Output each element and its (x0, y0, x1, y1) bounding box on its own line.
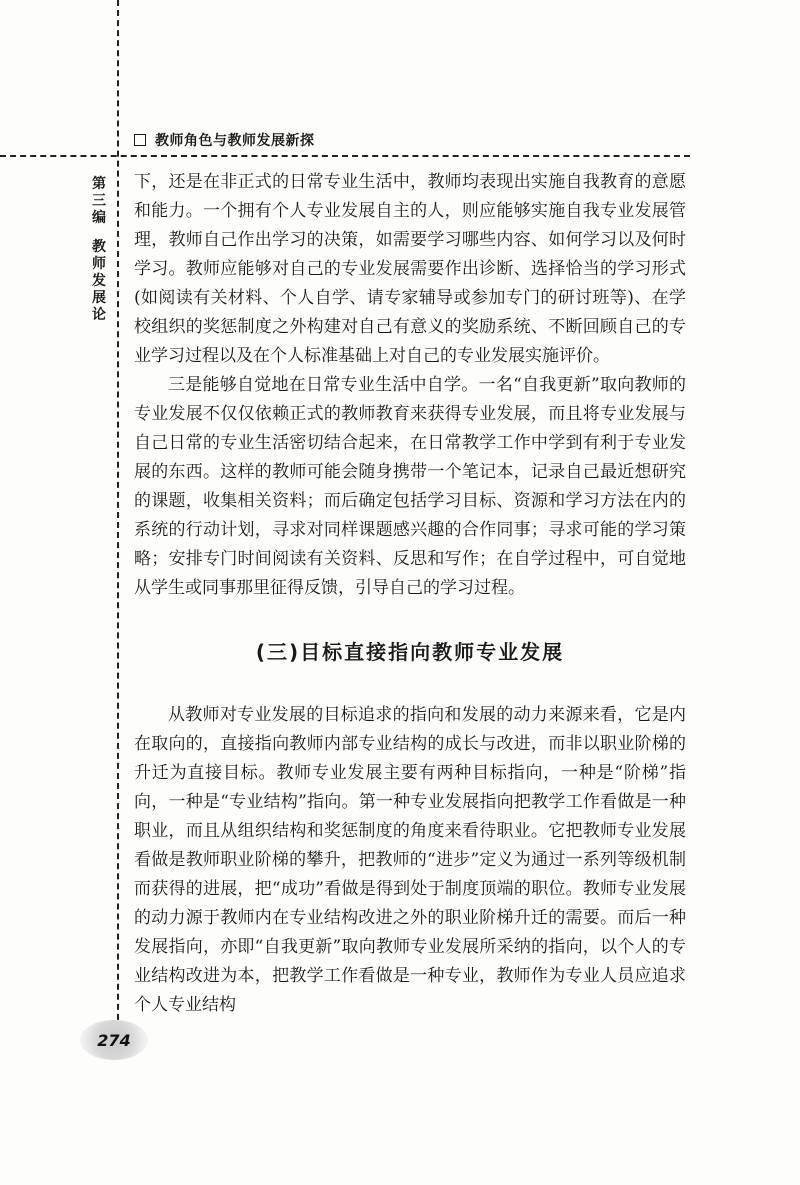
side-label-part: 第 三 编 (92, 176, 106, 226)
running-header (134, 130, 315, 150)
body-text (134, 168, 686, 1020)
margin-dashed-rule-vertical (117, 0, 119, 1050)
section-heading: (三)目标直接指向教师专业发展 (255, 640, 565, 664)
side-section-label (88, 176, 110, 324)
header-title: 教师角色与教师发展新探 (155, 133, 315, 149)
paragraph-3: 从教师对专业发展的目标追求的指向和发展的动力来源来看，它是内在取向的，直接指向教师内部专业结构的成长与改进，而非以职业阶梯的升迁为直接目标。教师专业发展主要有两种目标指向，一种是“阶梯”指向，一种是“专业结构”指向。第一种专业发展指向把教学工作看做是一种职业，而且从组织结构和奖惩制度的角度来看待职业。它把教师专业发展看做是教师职业阶梯的攀升，把教师的“进步”定义为通过一系列等级机制而获得的进展，把“成功”看做是得到处于制度顶端的职位。教师专业发展的动力源于教师内在专业结构改进之外的职业阶梯升迁的需要。而后一种发展指向，亦即“自我更新”取向教师专业发展所采纳的指向，以个人的专业结构改进为本，把教学工作看做是一种专业，教师作为专业人员应追求个人专业结构 (134, 705, 686, 1015)
header-dashed-rule (0, 155, 690, 157)
paragraph-2: 三是能够自觉地在日常专业生活中自学。一名“自我更新”取向教师的专业发展不仅仅依赖正式的教师教育来获得专业发展，而且将专业发展与自己日常的专业生活密切结合起来，在日常教学工作中学到有利于专业发展的东西。这样的教师可能会随身携带一个笔记本，记录自己最近想研究的课题，收集相关资料；而后确定包括学习目标、资源和学习方法在内的系统的行动计划，寻求对同样课题感兴趣的合作同事；寻求可能的学习策略；安排专门时间阅读有关资料、反思和写作；在自学过程中，可自觉地从学生或同事那里征得反馈，引导自己的学习过程。 (134, 375, 686, 598)
side-label-section: 教 师 发 展 论 (92, 239, 106, 323)
paragraph-1: 下，还是在非正式的日常专业生活中，教师均表现出实施自我教育的意愿和能力。一个拥有个人专业发展自主的人，则应能够实施自我专业发展管理，教师自己作出学习的决策，如需要学习哪些内容、如何学习以及何时学习。教师应能够对自己的专业发展需要作出诊断、选择恰当的学习形式(如阅读有关材料、个人自学、请专家辅导或参加专门的研讨班等)、在学校组织的奖惩制度之外构建对自己有意义的奖励系统、不断回顾自己的专业学习过程以及在个人标准基础上对自己的专业发展实施评价。 (134, 172, 686, 366)
square-bullet-icon (134, 134, 146, 146)
page-number: 274 (80, 1020, 148, 1060)
